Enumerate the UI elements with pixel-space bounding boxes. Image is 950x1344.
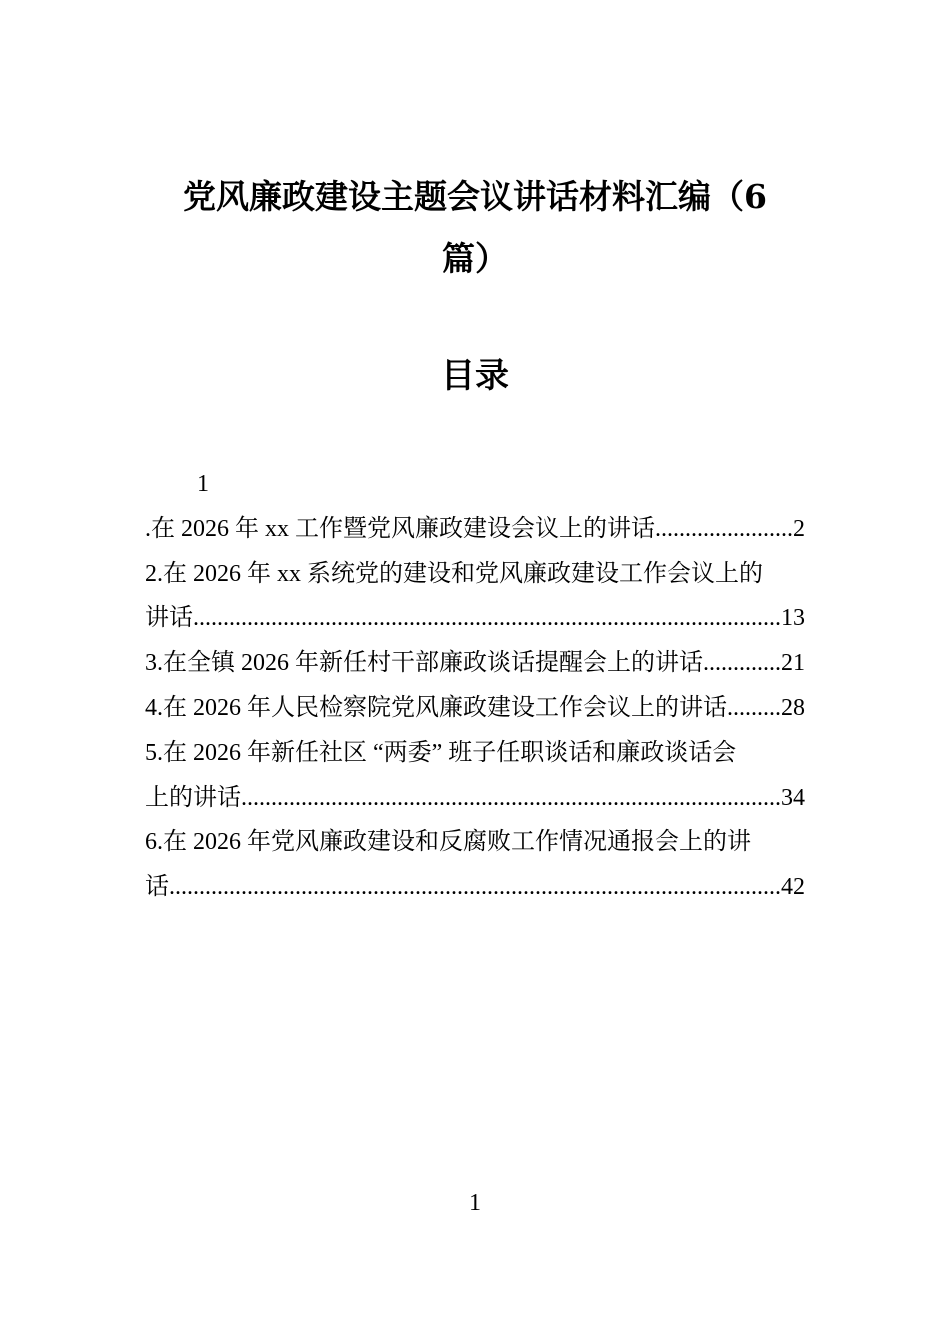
toc-entry-2-line-1 <box>145 552 805 597</box>
toc-entry-1-text-b: .在 2026 年 xx 工作暨党风廉政建设会议上的讲话 <box>145 515 655 542</box>
toc-entry-2-line-2[interactable] <box>145 596 805 641</box>
toc-entry-1-line-2[interactable] <box>145 507 805 552</box>
page-number: 1 <box>469 1190 481 1216</box>
toc-dot-leader <box>193 596 781 641</box>
toc-entry-5-text-a: 5.在 2026 年新任社区 “两委” 班子任职谈话和廉政谈话会 <box>145 739 737 766</box>
toc-entry-5-page: 34 <box>781 784 805 811</box>
toc-entry-5-line-1 <box>145 731 805 776</box>
document-title-line-1: 党风廉政建设主题会议讲话材料汇编（6 <box>183 177 767 216</box>
document-title-line-2: 篇） <box>442 239 508 278</box>
toc-entry-4-text: 4.在 2026 年人民检察院党风廉政建设工作会议上的讲话 <box>145 694 727 721</box>
toc-entry-4-line-1[interactable] <box>145 686 805 731</box>
toc-entry-6-line-2[interactable] <box>145 865 805 910</box>
toc-entry-6-text-b: 话 <box>145 874 169 901</box>
toc-heading: 目录 <box>441 356 509 396</box>
toc-entry-1-line-1 <box>145 462 805 507</box>
toc-entry-3-page: 21 <box>781 650 805 677</box>
toc-entry-2-text-b: 讲话 <box>145 605 193 632</box>
toc-dot-leader <box>241 776 781 821</box>
toc-dot-leader <box>169 865 781 910</box>
toc-entry-3-line-1[interactable] <box>145 641 805 686</box>
toc-entry-5-line-2[interactable] <box>145 776 805 821</box>
toc-entry-1-text-a: 1 <box>197 471 209 497</box>
toc-entry-6-line-1 <box>145 820 805 865</box>
toc-entry-3-text: 3.在全镇 2026 年新任村干部廉政谈话提醒会上的讲话 <box>145 650 703 677</box>
toc-dot-leader <box>655 507 793 552</box>
table-of-contents <box>145 462 805 910</box>
toc-entry-2-page: 13 <box>781 605 805 632</box>
toc-entry-4-page: 28 <box>781 694 805 721</box>
document-title <box>150 166 800 290</box>
toc-dot-leader <box>727 686 781 731</box>
toc-entry-6-text-a: 6.在 2026 年党风廉政建设和反腐败工作情况通报会上的讲 <box>145 829 751 856</box>
toc-entry-2-text-a: 2.在 2026 年 xx 系统党的建设和党风廉政建设工作会议上的 <box>145 560 763 587</box>
toc-entry-5-text-b: 上的讲话 <box>145 784 241 811</box>
toc-entry-1-page: 2 <box>793 515 805 542</box>
toc-dot-leader <box>703 641 781 686</box>
toc-entry-6-page: 42 <box>781 874 805 901</box>
